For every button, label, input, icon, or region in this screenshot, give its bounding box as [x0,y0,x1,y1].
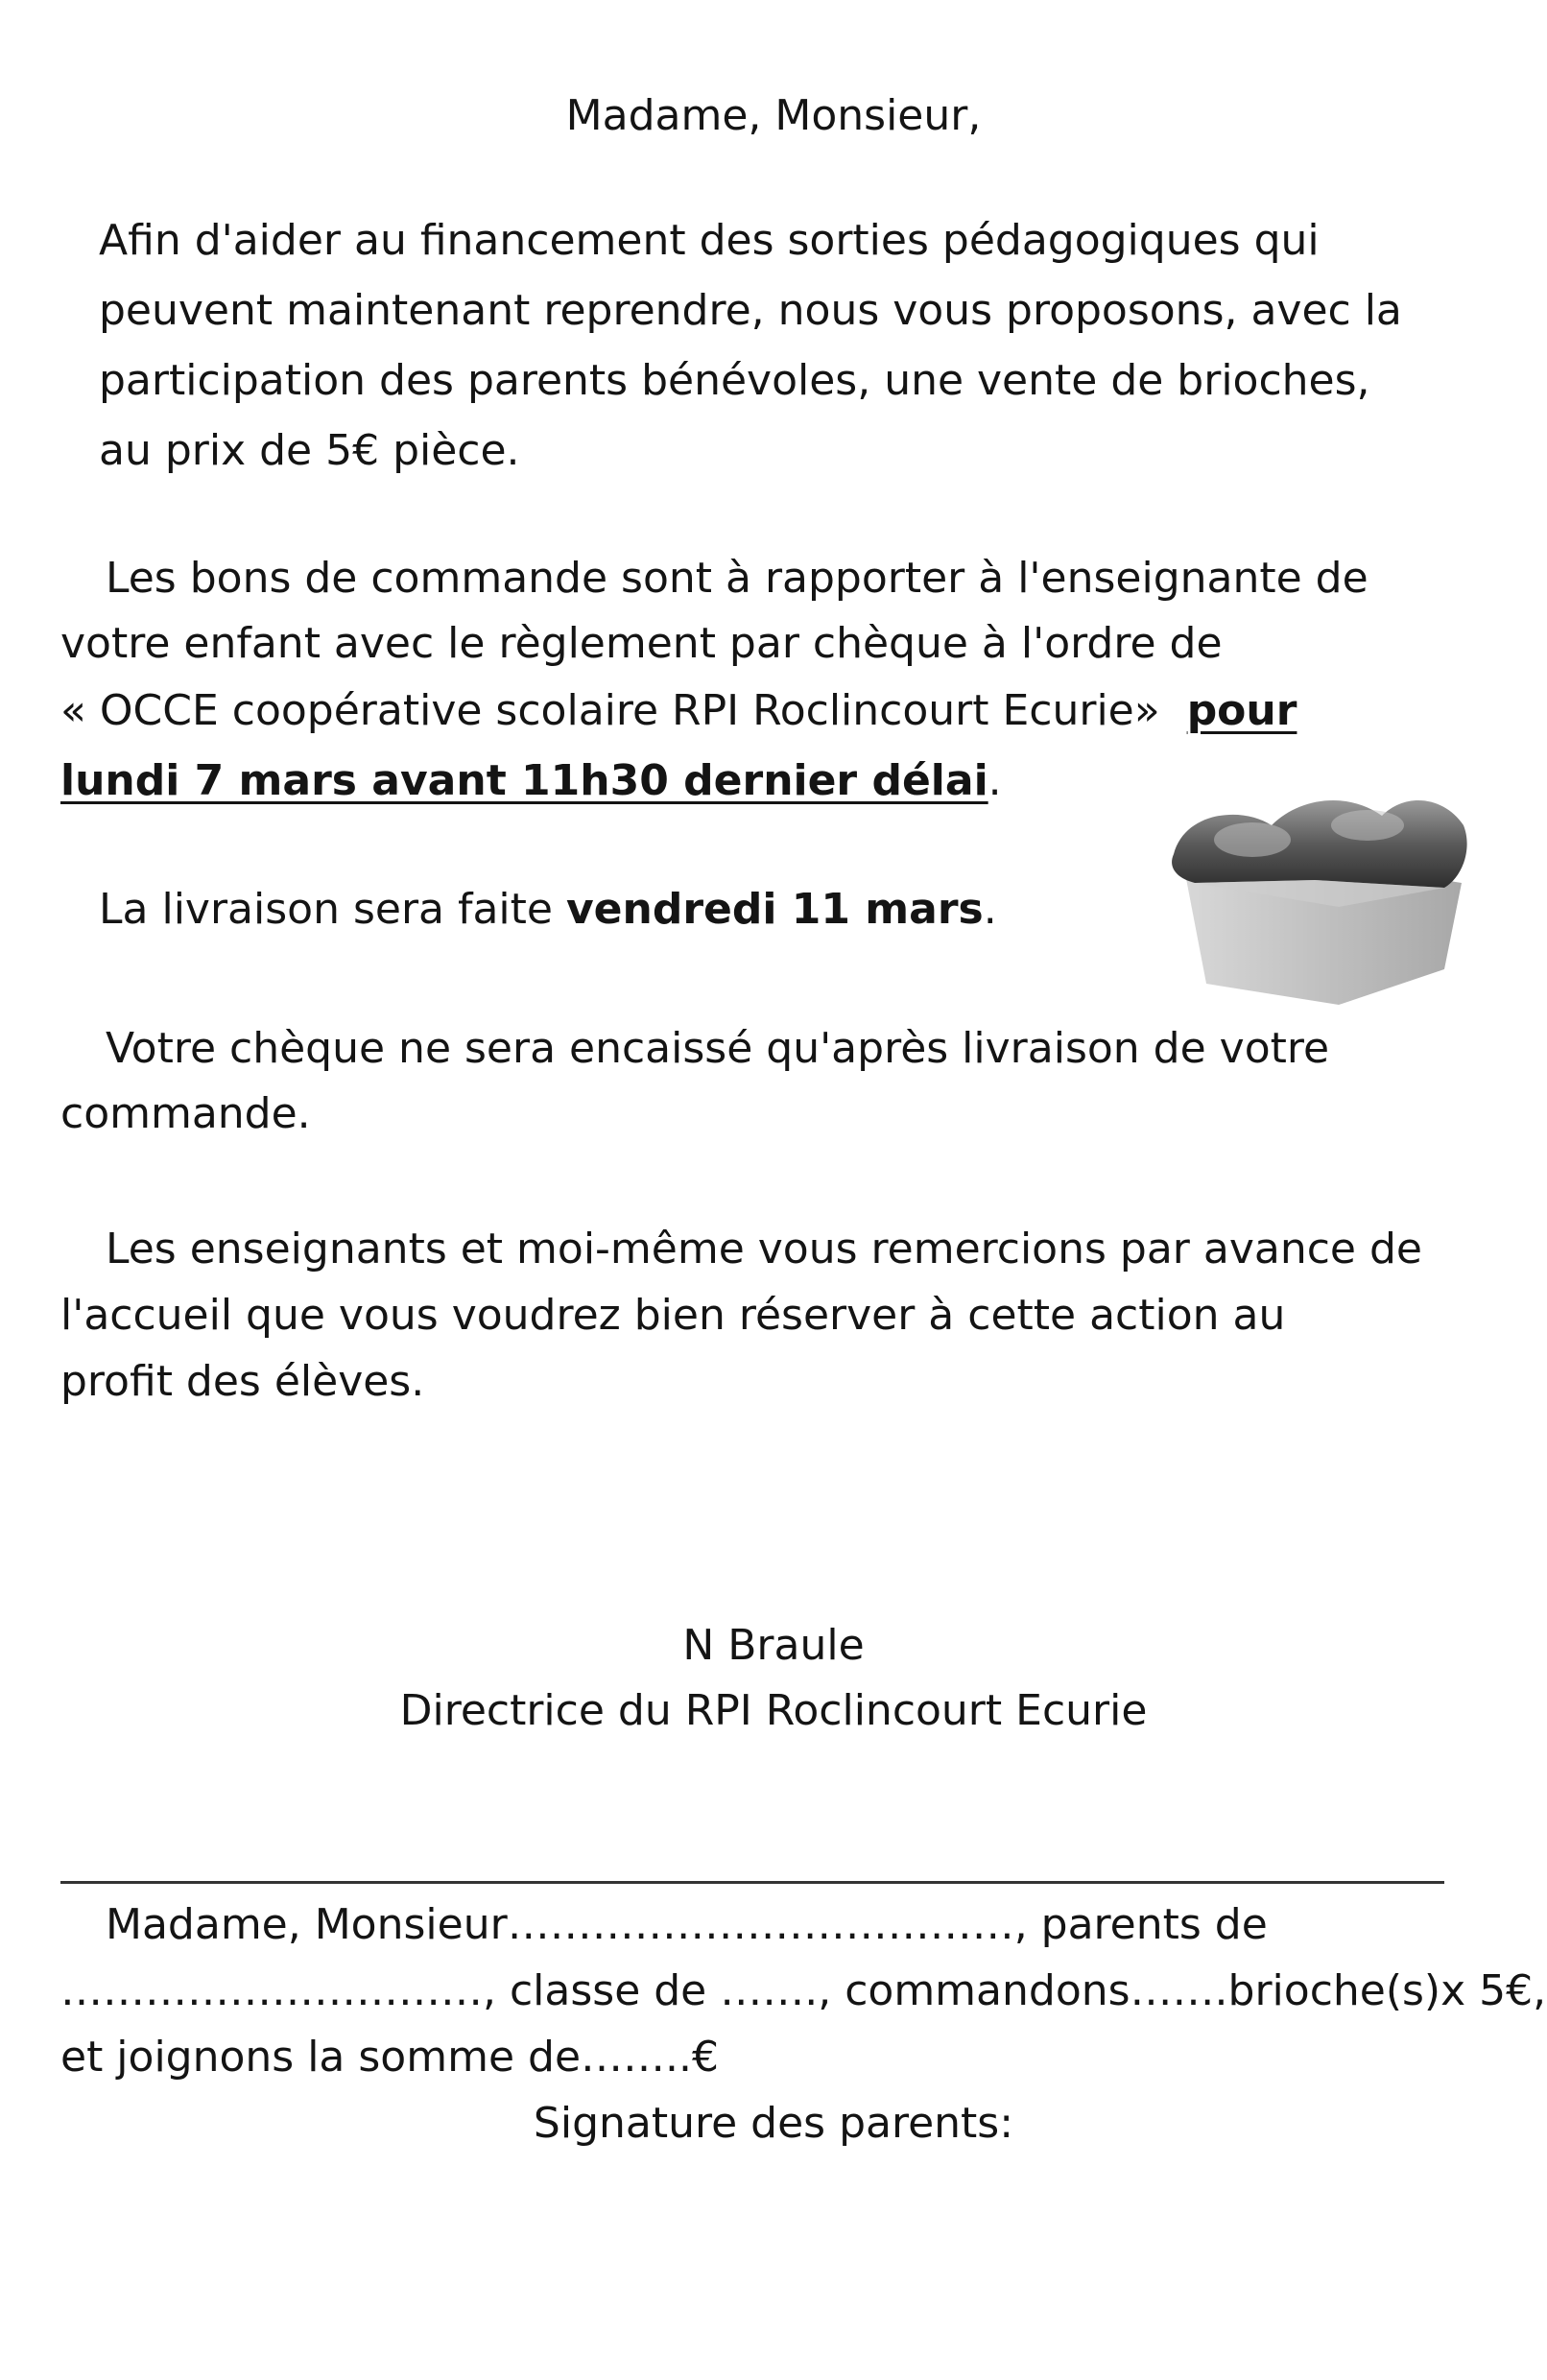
p3-text: La livraison sera faite [99,885,566,934]
p5-line-2: l'accueil que vous voudrez bien réserver à cette action au [60,1291,1286,1340]
p2-line-3 [60,686,1297,737]
signature-title: Directrice du RPI Roclincourt Ecurie [399,1686,1148,1735]
p3-end: . [983,885,997,934]
deadline-date: lundi 7 mars avant 11h30 dernier délai [60,756,988,805]
deadline-pour: pour [1186,686,1297,735]
form-line-3: et joignons la somme de……..€ [60,2033,719,2082]
delivery-date: vendredi 11 mars [565,885,984,934]
p2-occe-text: « OCCE coopérative scolaire RPI Roclincourt Ecurie» [60,686,1160,735]
p4-line-2: commande. [60,1089,311,1138]
signature-name: N Braule [682,1621,865,1670]
form-line-1: Madame, Monsieur………………………………, parents de [106,1900,1268,1949]
separator-line [60,1881,1444,1884]
p5-line-1: Les enseignants et moi-même vous remercions par avance de [106,1225,1422,1273]
p5-line-3: profit des élèves. [60,1357,425,1406]
p1-line-4: au prix de 5€ pièce. [99,426,520,475]
p4-line-1: Votre chèque ne sera encaissé qu'après livraison de votre [106,1024,1330,1073]
p2-line-1: Les bons de commande sont à rapporter à l'enseignante de [106,554,1368,603]
p1-line-1: Afin d'aider au financement des sorties pédagogiques qui [99,216,1320,265]
salutation: Madame, Monsieur, [565,91,982,140]
p2-line-4 [60,756,1002,807]
brioche-image [1156,773,1473,1008]
p1-line-2: peuvent maintenant reprendre, nous vous proposons, avec la [99,286,1402,335]
p2-line-2: votre enfant avec le règlement par chèque à l'ordre de [60,619,1223,668]
p3-delivery [99,885,997,936]
deadline-end: . [988,756,1002,805]
form-line-2: …………………………, classe de ……., commandons…….brioche(s)x 5€, [60,1966,1547,2015]
form-signature-label: Signature des parents: [533,2099,1014,2148]
p1-line-3: participation des parents bénévoles, une vente de brioches, [99,356,1370,405]
